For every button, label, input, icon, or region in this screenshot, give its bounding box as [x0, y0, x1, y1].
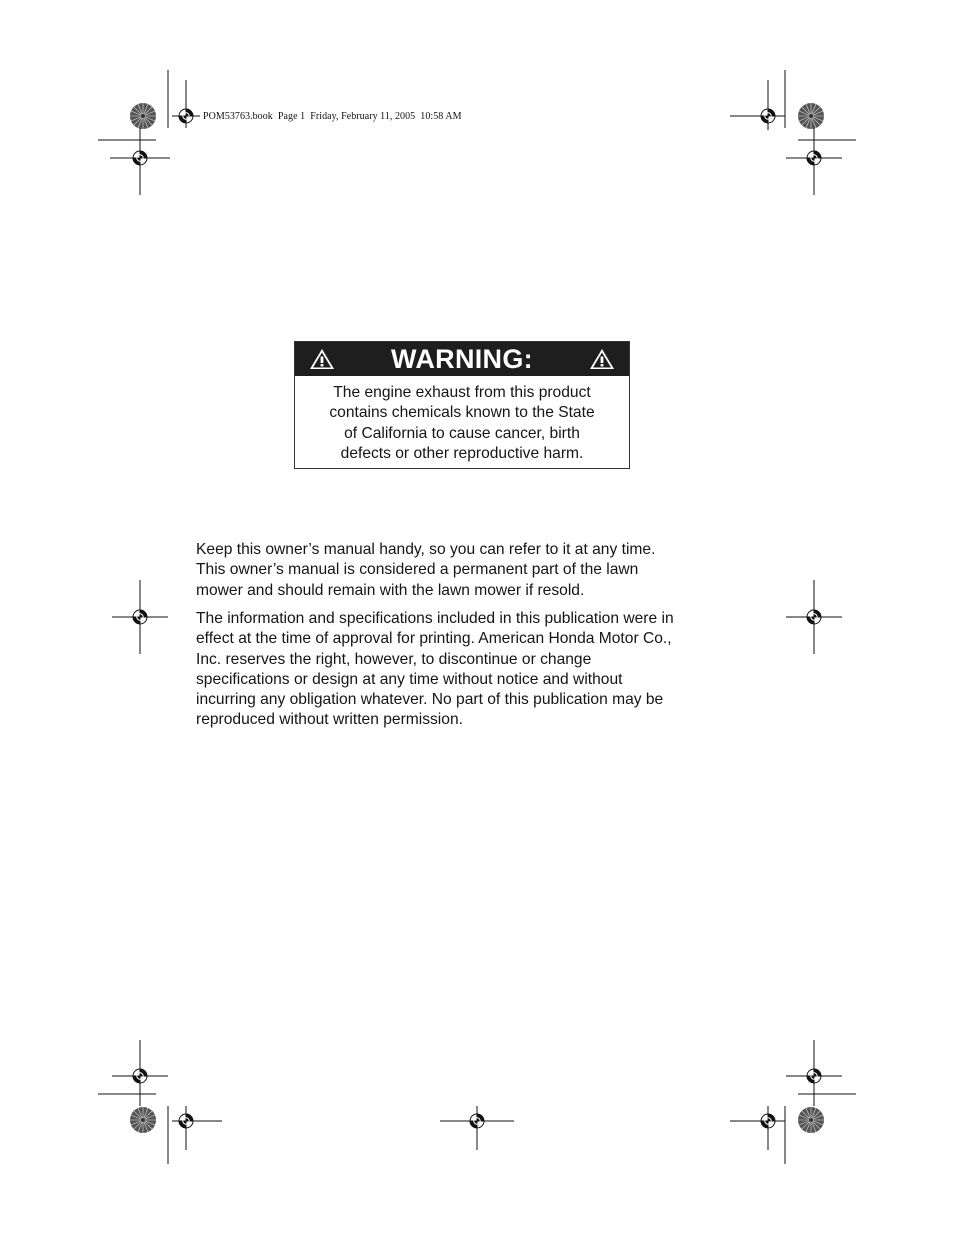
paragraph-line: Inc. reserves the right, however, to discontinue or change	[196, 650, 592, 668]
paragraph-line: Keep this owner’s manual handy, so you can refer to it at any time.	[196, 541, 656, 558]
starburst-disc-icon	[130, 1107, 156, 1133]
print-header: POM53763.book Page 1 Friday, February 11, 2005 10:58 AM	[203, 111, 462, 122]
starburst-disc-icon	[798, 103, 824, 129]
registration-target-icon	[470, 1114, 484, 1128]
paragraph-line: incurring any obligation whatever. No part of this publication may be	[196, 691, 664, 709]
starburst-disc-icon	[798, 1107, 824, 1133]
warning-line: defects or other reproductive harm.	[340, 444, 584, 462]
registration-target-icon	[761, 109, 775, 123]
starburst-disc-icon	[130, 103, 156, 129]
registration-target-icon	[179, 109, 193, 123]
registration-target-icon	[807, 151, 821, 165]
paragraph-line: This owner’s manual is considered a permanent part of the lawn	[196, 561, 639, 579]
paragraph-line: reproduced without written permission.	[196, 711, 463, 729]
registration-target-icon	[133, 1069, 147, 1083]
registration-target-icon	[807, 610, 821, 624]
paragraph-line: effect at the time of approval for printing. American Honda Motor Co.,	[196, 630, 672, 648]
manual-handy-paragraph	[196, 540, 736, 601]
registration-target-icon	[133, 610, 147, 624]
warning-triangle-icon	[589, 348, 615, 370]
registration-target-icon	[179, 1114, 193, 1128]
warning-line: contains chemicals known to the State	[329, 404, 595, 422]
warning-header-bar	[295, 342, 629, 376]
paragraph-line: The information and specifications included in this publication were in	[196, 610, 674, 627]
paragraph-line: mower and should remain with the lawn mower if resold.	[196, 581, 585, 599]
specifications-notice-paragraph	[196, 609, 736, 731]
warning-line: of California to cause cancer, birth	[344, 424, 580, 442]
warning-message	[295, 383, 629, 464]
paragraph-line: specifications or design at any time without notice and without	[196, 670, 623, 688]
warning-title: WARNING:	[391, 344, 533, 374]
registration-target-icon	[761, 1114, 775, 1128]
registration-target-icon	[133, 151, 147, 165]
warning-line: The engine exhaust from this product	[333, 384, 591, 401]
registration-target-icon	[807, 1069, 821, 1083]
warning-box	[294, 341, 630, 469]
